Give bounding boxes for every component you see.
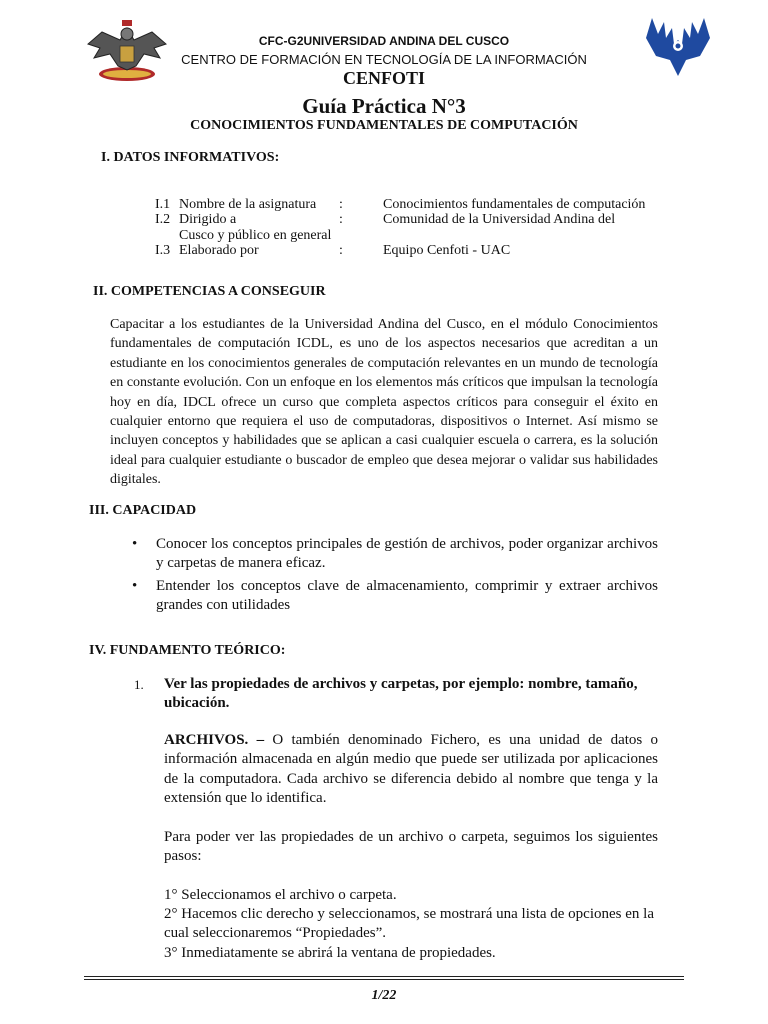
pasos-intro: Para poder ver las propiedades de un archivo o carpeta, seguimos los siguientes pasos: <box>164 829 658 865</box>
info-value-2-cont: Cusco y público en general <box>179 228 332 243</box>
info-num-3: I.3 <box>155 243 171 258</box>
section-datos-informativos: I. DATOS INFORMATIVOS: <box>101 150 280 165</box>
capacidad-item-2: • Entender los conceptos clave de almacenamiento, comprimir y extraer archivos grandes con utilidades <box>132 577 658 616</box>
section-competencias: II. COMPETENCIAS A CONSEGUIR <box>93 284 326 299</box>
footer-rule-top <box>84 976 684 977</box>
paso-2: 2° Hacemos clic derecho y seleccionamos, se mostrará una lista de opciones en la cual seleccionaremos “Propiedades”. <box>164 906 654 942</box>
header-university: CFC-G2UNIVERSIDAD ANDINA DEL CUSCO <box>258 34 510 48</box>
capacidad-list <box>132 535 658 619</box>
archivos-label: ARCHIVOS. – <box>164 732 265 748</box>
info-num-2: I.2 <box>155 212 171 227</box>
info-value-1: Conocimientos fundamentales de computación <box>383 197 646 212</box>
section-capacidad: III. CAPACIDAD <box>89 503 197 518</box>
info-label-3: Elaborado por <box>179 243 259 258</box>
page-subtitle: CONOCIMIENTOS FUNDAMENTALES DE COMPUTACIÓN <box>190 118 578 133</box>
info-label-2: Dirigido a <box>179 212 237 227</box>
section-fundamento: IV. FUNDAMENTO TEÓRICO: <box>89 643 286 658</box>
page-number: 1/22 <box>371 988 397 1003</box>
capacidad-item-1: • Conocer los conceptos principales de gestión de archivos, poder organizar archivos y carpetas de manera eficaz. <box>132 535 658 574</box>
page-title: Guía Práctica N°3 <box>302 94 466 118</box>
info-sep-1: : <box>339 197 343 212</box>
paso-1: 1° Seleccionamos el archivo o carpeta. <box>164 887 397 903</box>
info-value-2: Comunidad de la Universidad Andina del <box>383 212 616 227</box>
footer-rule-bottom <box>84 979 684 980</box>
fundamento-item-title: Ver las propiedades de archivos y carpetas, por ejemplo: nombre, tamaño, ubicación. <box>164 676 638 712</box>
header-cenfoti: CENFOTI <box>342 68 425 88</box>
info-sep-3: : <box>339 243 343 258</box>
archivos-paragraph <box>164 731 658 809</box>
archivos-text: O también denominado Fichero, es una unidad de datos o información almacenada en algún medio que puede ser utilizada por aplicaciones de la computadora. Cada archivo se diferencia debido al nombre que tenga y la extensión que lo identifica. <box>164 732 659 807</box>
info-sep-2: : <box>339 212 343 227</box>
competencias-paragraph: Capacitar a los estudiantes de la Universidad Andina del Cusco, en el módulo Conocimientos fundamentales de computación ICDL, es uno de los aspectos necesarios que acreditan a un estudiante en los conocimientos generales de computación relevantes en un mundo de tecnología en constante evolución. Con un enfoque en los elementos más críticos que impulsan la tecnología hoy en día, IDCL ofrece un curso que completa aspectos críticos para conseguir el éxito en cualquier entorno que requiera el uso de computadoras, dispositivos o Internet. Así mismo se incluyen conceptos y habilidades que se aplican a casi cualquier escuela o carrera, es la solución ideal para cualquier estudiante o buscador de empleo que desea mejorar o validar sus habilidades digitales. <box>110 317 658 488</box>
info-label-1: Nombre de la asignatura <box>179 197 317 212</box>
info-num-1: I.1 <box>155 197 171 212</box>
info-value-3: Equipo Cenfoti - UAC <box>383 243 511 258</box>
header-center-name: CENTRO DE FORMACIÓN EN TECNOLOGÍA DE LA INFORMACIÓN <box>181 52 587 67</box>
paso-3: 3° Inmediatamente se abrirá la ventana de propiedades. <box>164 945 496 961</box>
fundamento-item-number: 1. <box>134 677 144 692</box>
